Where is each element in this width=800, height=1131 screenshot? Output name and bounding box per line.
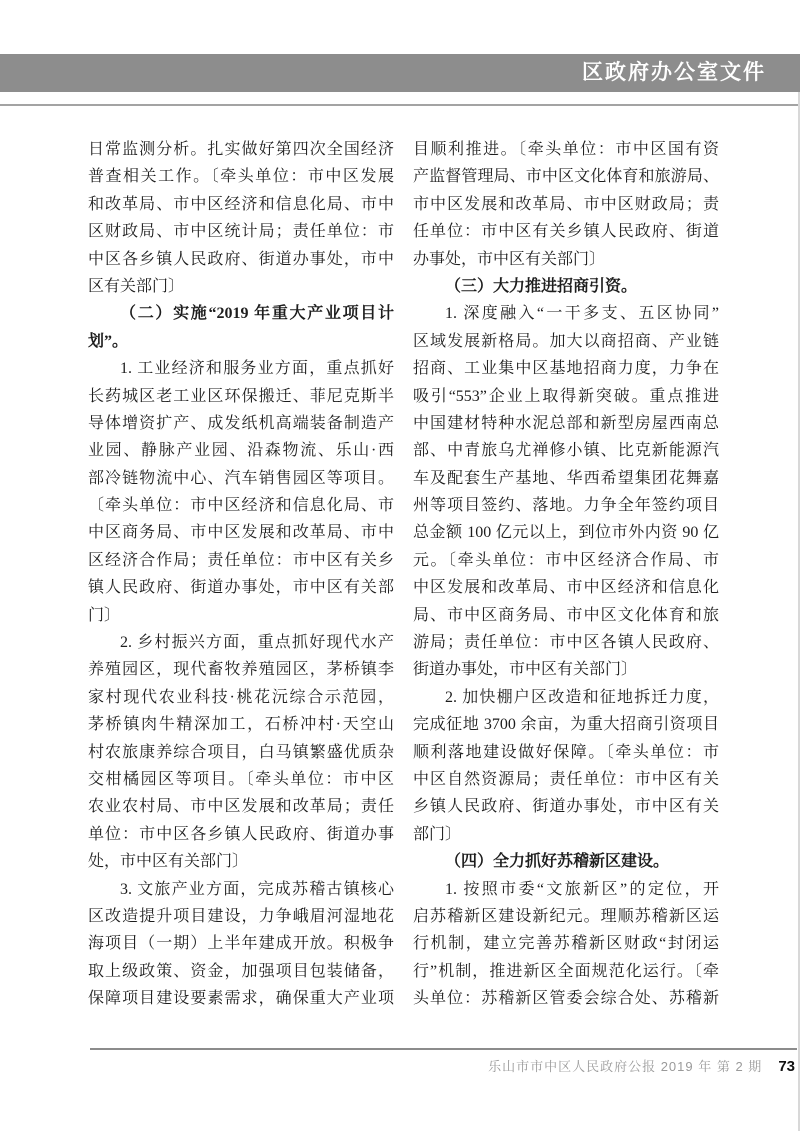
text-line: 交柑橘园区等项目。〔牵头单位：市中区 <box>88 770 394 788</box>
page-number: 73 <box>778 1058 795 1075</box>
text-line: 1. 工业经济和服务业方面，重点抓好 <box>120 360 394 378</box>
text-line: 元。〔牵头单位：市中区经济合作局、市 <box>413 551 719 569</box>
text-line: 总金额 100 亿元以上，到位市外内资 90 亿 <box>413 524 719 542</box>
text-line: 养殖园区，现代畜牧养殖园区，茅桥镇李 <box>88 661 394 679</box>
text-line: 区有关部门〕 <box>88 277 185 295</box>
text-line: 2. 乡村振兴方面，重点抓好现代水产 <box>120 634 394 652</box>
text-line: 导体增资扩产、成发纸机高端装备制造产 <box>88 414 394 432</box>
text-line: 3. 文旅产业方面，完成苏稽古镇核心 <box>120 880 394 898</box>
header-band <box>0 54 800 92</box>
header-rule <box>0 104 800 106</box>
text-line: 茅桥镇肉牛精深加工，石桥冲村·天空山 <box>88 716 394 734</box>
text-column-right <box>413 136 719 1013</box>
text-line: （三）大力推进招商引资。 <box>445 277 638 295</box>
text-line: 家村现代农业科技·桃花沅综合示范园， <box>88 688 394 706</box>
text-line: 业园、静脉产业园、沿森物流、乐山·西 <box>88 442 394 460</box>
text-line: 单位：市中区各乡镇人民政府、街道办事 <box>88 825 394 843</box>
text-line: 部、中青旅乌尤禅修小镇、比克新能源汽 <box>413 442 719 460</box>
text-line: 和改革局、市中区经济和信息化局、市中 <box>88 195 394 213</box>
header-title: 区政府办公室文件 <box>582 61 766 84</box>
text-line: 吸引“553”企业上取得新突破。重点推进 <box>413 387 719 405</box>
text-line: 农业农村局、市中区发展和改革局；责任 <box>88 798 394 816</box>
text-line: 乡镇人民政府、街道办事处，市中区有关 <box>413 798 719 816</box>
text-line: 海项目（一期）上半年建成开放。积极争 <box>88 935 394 953</box>
text-line: 区经济合作局；责任单位：市中区有关乡 <box>88 551 394 569</box>
text-line: 目顺利推进。〔牵头单位：市中区国有资 <box>413 141 719 158</box>
text-line: 中区商务局、市中区发展和改革局、市中 <box>88 524 394 542</box>
text-line: 区改造提升项目建设，力争峨眉河湿地花 <box>88 907 394 925</box>
text-line: 办事处，市中区有关部门〕 <box>413 250 606 268</box>
text-line: 市中区发展和改革局、市中区财政局；责 <box>413 195 719 213</box>
text-line: 部门〕 <box>413 825 462 843</box>
text-line: （四）全力抓好苏稽新区建设。 <box>445 853 670 871</box>
text-line: 招商、工业集中区基地招商力度，力争在 <box>413 360 719 378</box>
text-line: 区财政局、市中区统计局；责任单位：市 <box>88 223 394 241</box>
text-line: 1. 按照市委“文旅新区”的定位，开 <box>445 880 719 898</box>
text-line: 车及配套生产基地、华西希望集团花舞嘉 <box>413 469 719 487</box>
text-line: （二）实施“2019 年重大产业项目计 <box>120 305 394 323</box>
text-line: 2. 加快棚户区改造和征地拆迁力度， <box>445 688 719 706</box>
text-line: 划”。 <box>88 332 129 350</box>
text-line: 游局；责任单位：市中区各镇人民政府、 <box>413 634 719 652</box>
text-line: 〔牵头单位：市中区经济和信息化局、市 <box>88 497 394 515</box>
text-line: 普查相关工作。〔牵头单位：市中区发展 <box>88 168 394 186</box>
text-line: 中区发展和改革局、市中区经济和信息化 <box>413 579 719 597</box>
text-line: 门〕 <box>88 606 121 624</box>
text-line: 完成征地 3700 余亩，为重大招商引资项目 <box>413 716 719 734</box>
text-line: 街道办事处，市中区有关部门〕 <box>413 661 638 679</box>
text-line: 行机制，建立完善苏稽新区财政“封闭运 <box>413 935 719 953</box>
text-column-left <box>88 136 394 1013</box>
footer-journal-title: 乐山市市中区人民政府公报 2019 年 第 2 期 <box>488 1059 763 1074</box>
text-line: 镇人民政府、街道办事处，市中区有关部 <box>88 579 394 597</box>
text-line: 部冷链物流中心、汽车销售园区等项目。 <box>88 469 394 487</box>
text-line: 州等项目签约、落地。力争全年签约项目 <box>413 497 719 515</box>
text-line: 中区各乡镇人民政府、街道办事处，市中 <box>88 250 394 268</box>
text-line: 中国建材特种水泥总部和新型房屋西南总 <box>413 414 719 432</box>
text-line: 取上级政策、资金，加强项目包装储备， <box>88 962 394 980</box>
text-line: 局、市中区商务局、市中区文化体育和旅 <box>413 606 719 624</box>
text-line: 1. 深度融入“一干多支、五区协同” <box>445 305 719 323</box>
page-footer <box>488 1056 795 1076</box>
text-line: 长药城区老工业区环保搬迁、菲尼克斯半 <box>88 387 394 405</box>
text-line: 任单位：市中区有关乡镇人民政府、街道 <box>413 223 719 241</box>
text-line: 中区自然资源局；责任单位：市中区有关 <box>413 770 719 788</box>
text-line: 头单位：苏稽新区管委会综合处、苏稽新 <box>413 990 719 1008</box>
text-line: 保障项目建设要素需求，确保重大产业项 <box>88 990 394 1008</box>
text-line: 产监督管理局、市中区文化体育和旅游局、 <box>413 168 719 186</box>
text-line: 顺利落地建设做好保障。〔牵头单位：市 <box>413 743 719 761</box>
text-line: 启苏稽新区建设新纪元。理顺苏稽新区运 <box>413 907 719 925</box>
footer-rule <box>90 1048 797 1050</box>
text-line: 处，市中区有关部门〕 <box>88 853 249 871</box>
text-line: 村农旅康养综合项目，白马镇繁盛优质杂 <box>88 743 394 761</box>
text-line: 行”机制，推进新区全面规范化运行。〔牵 <box>413 962 719 980</box>
text-line: 区域发展新格局。加大以商招商、产业链 <box>413 332 719 350</box>
text-line: 日常监测分析。扎实做好第四次全国经济 <box>88 141 394 158</box>
